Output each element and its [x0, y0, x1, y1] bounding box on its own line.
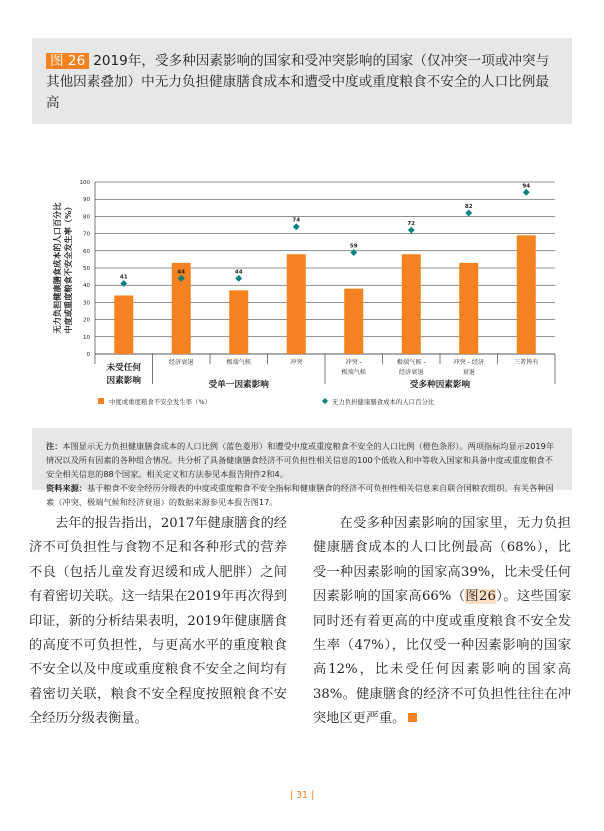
source-prefix: 资料来源：	[46, 483, 87, 493]
y-tick-label: 20	[83, 317, 90, 324]
figure-title-text: 2019年，受多种因素影响的国家和受冲突影响的国家（仅冲突一项或冲突与其他因素叠加）中无力负担健康膳食成本和遭受中度或重度粮食不安全的人口比例最高	[46, 53, 550, 111]
category-label: 衰退	[462, 369, 475, 376]
category-label: 三者皆有	[513, 359, 539, 366]
category-label: 经济衰退	[398, 369, 424, 376]
bar	[114, 296, 133, 354]
bar-chart	[32, 124, 572, 428]
legend-diamond-swatch	[322, 398, 328, 404]
y-tick-label: 90	[83, 197, 90, 204]
group-label: 受单一因素影响	[208, 380, 269, 390]
y-tick-label: 0	[86, 352, 90, 358]
diamond-data-label: 82	[464, 203, 473, 210]
diamond-data-label: 74	[292, 217, 301, 224]
diamond-marker	[408, 227, 415, 234]
note-text: 本图显示无力负担健康膳食成本的人口比例（蓝色菱形）和遭受中度或重度粮食不安全的人口比例（橙色条形）。两项指标均显示2019年情况以及所有因素的各种组合情况。共分析了具备健康膳食经济不可负担性相关信息的100个低收入和中等收入国家和具备中度或重度粮食不安全相关信息的88个国家。相关定义和方法参见本报告附件2和4。	[46, 441, 555, 479]
diamond-data-label: 41	[119, 274, 128, 281]
y-axis-title-line: 中度或重度粮食不安全发生率（%）	[63, 202, 73, 334]
legend-bar-label: 中度或重度粮食不安全发生率（%）	[109, 398, 211, 406]
body-column-right	[313, 512, 571, 732]
y-tick-label: 60	[83, 248, 90, 255]
legend-bar-swatch	[98, 398, 104, 404]
y-tick-label: 10	[83, 334, 90, 341]
category-label: 因素影响	[106, 376, 141, 386]
figure-label: 图 26	[46, 53, 89, 69]
category-label: 冲突 - 经济	[453, 359, 485, 366]
diamond-marker	[350, 249, 357, 256]
y-tick-label: 40	[83, 283, 90, 290]
diamond-marker	[120, 280, 127, 287]
left-paragraph: 去年的报告指出，2017年健康膳食的经济不可负担性与食物不足和各种形式的营养不良（包括儿童发育迟缓和成人肥胖）之间有着密切关联。这一结果在2019年再次得到印证，新的分析结果表明，2019年健康膳食的高度不可负担性，与更高水平的重度粮食不安全以及中度或重度粮食不安全之间均有着密切关联，粮食不安全程度按照粮食不安全经历分级表衡量。	[29, 516, 287, 727]
figure-reference-link[interactable]: 图26	[465, 589, 496, 605]
bar	[229, 290, 248, 354]
category-label: 极端气候	[341, 369, 367, 376]
y-tick-label: 50	[83, 266, 90, 272]
category-label: 经济衰退	[168, 359, 194, 366]
legend-diamond-label: 无力负担健康膳食成本的人口百分比	[332, 398, 435, 406]
diamond-marker	[235, 275, 242, 282]
y-tick-label: 80	[83, 214, 90, 221]
diamond-data-label: 44	[234, 269, 243, 276]
bar	[517, 235, 536, 354]
bar	[402, 254, 421, 354]
page-number: | 31 |	[289, 790, 315, 801]
right-paragraph-part1: 在受多种因素影响的国家里，无力负担健康膳食成本的人口比例最高（68%），比受一种因素影响的国家高39%，比未受任何因素影响的国家高66%（	[313, 516, 571, 605]
category-label: 极端气候 -	[396, 359, 426, 366]
figure-notes	[46, 439, 560, 509]
category-label: 冲突 -	[345, 359, 363, 366]
chart-area	[32, 124, 572, 428]
figure-panel	[32, 38, 572, 507]
diamond-marker	[293, 223, 300, 230]
diamond-data-label: 94	[522, 183, 531, 190]
diamond-data-label: 59	[349, 243, 358, 250]
category-label: 冲突	[290, 359, 303, 366]
group-label: 受多种因素影响	[409, 380, 471, 390]
bar	[287, 254, 306, 354]
figure-title	[46, 51, 558, 114]
y-tick-label: 100	[79, 180, 90, 186]
end-of-article-mark	[408, 713, 417, 722]
bar	[344, 289, 363, 354]
y-tick-label: 70	[83, 231, 90, 238]
diamond-data-label: 72	[407, 221, 416, 228]
category-label: 未受任何	[106, 363, 141, 373]
right-paragraph-part2: ）。这些国家同时还有着更高的中度或重度粮食不安全发生率（47%），比仅受一种因素影响的国家高12%，比未受任何因素影响的国家高38%。健康膳食的经济不可负担性往往在冲突地区更严重。	[313, 589, 572, 727]
y-axis-title-line: 无力负担健康膳食成本的人口百分比	[52, 202, 62, 334]
diamond-data-label: 44	[177, 269, 186, 276]
source-text: 基于粮食不安全经历分级表的中度或重度粮食不安全指标和健康膳食的经济不可负担性相关信息来自联合国粮农组织。有关各种因素（冲突、极端气候和经济衰退）的数据来源参见本报告图17。	[46, 483, 554, 507]
y-tick-label: 30	[83, 300, 90, 307]
category-label: 极端气候	[226, 359, 252, 366]
diamond-marker	[465, 210, 472, 217]
body-column-left	[29, 512, 287, 732]
note-prefix: 注：	[46, 441, 63, 451]
diamond-marker	[523, 189, 530, 196]
bar	[459, 263, 478, 354]
